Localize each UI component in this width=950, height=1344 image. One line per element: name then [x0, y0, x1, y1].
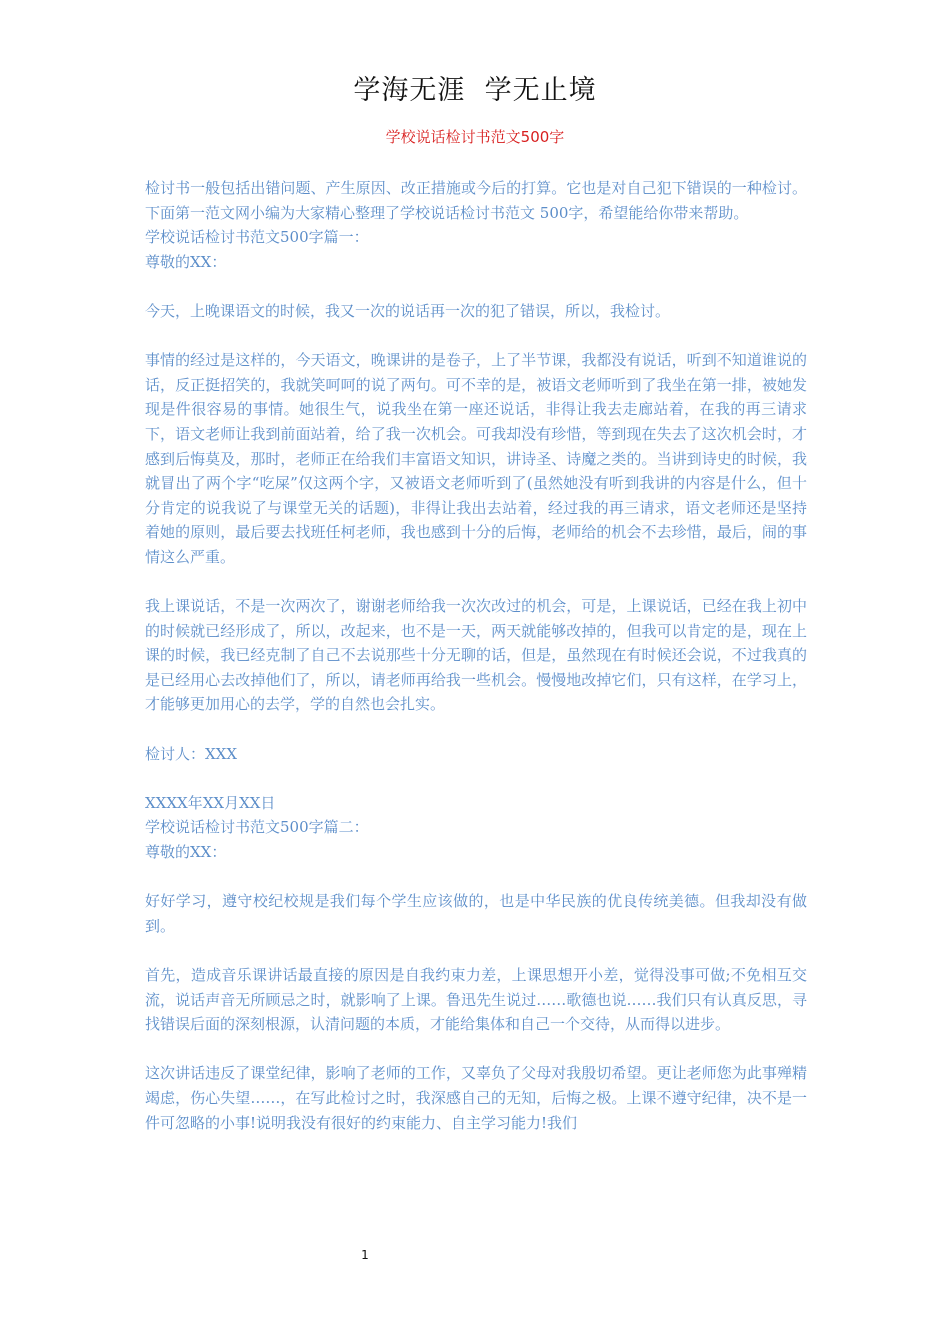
page-header-title: 学海无涯 学无止境 — [353, 75, 597, 106]
part2-paragraph-2: 首先，造成音乐课讲话最直接的原因是自我约束力差，上课思想开小差，觉得没事可做;不免相互交流，说话声音无所顾忌之时，就影响了上课。鲁迅先生说过……歌德也说……我们只有认真反思，寻找错误后面的深刻根源，认清问题的本质，才能给集体和自己一个交待，从而得以进步。 — [145, 966, 807, 1034]
spacer — [145, 1037, 807, 1062]
part2-salutation: 尊敬的XX： — [145, 843, 227, 862]
spacer — [145, 324, 807, 349]
spacer — [145, 938, 807, 963]
spacer — [145, 717, 807, 742]
part2-paragraph-3: 这次讲话违反了课堂纪律，影响了老师的工作，又辜负了父母对我殷切希望。更让老师您为此事殚精竭虑，伤心失望……，在写此检讨之时，我深感自己的无知，后悔之极。上课不遵守纪律，决不是一件可忽略的小事!说明我没有很好的约束能力、自主学习能力!我们 — [145, 1064, 807, 1132]
intro-paragraph: 检讨书一般包括出错问题、产生原因、改正措施或今后的打算。它也是对自己犯下错误的一种检讨。下面第一范文网小编为大家精心整理了学校说话检讨书范文 500字，希望能给你带来帮助。 — [145, 179, 807, 222]
page-number: 1 — [361, 1248, 369, 1262]
document-title: 学校说话检讨书范文500字 — [385, 128, 565, 146]
part1-date: XXXX年XX月XX日 — [145, 793, 276, 812]
part2-paragraph-1: 好好学习，遵守校纪校规是我们每个学生应该做的，也是中华民族的优良传统美德。但我却没有做到。 — [145, 892, 807, 935]
spacer — [145, 570, 807, 595]
part1-salutation: 尊敬的XX： — [145, 252, 227, 271]
spacer — [145, 865, 807, 890]
part1-paragraph-2: 事情的经过是这样的，今天语文，晚课讲的是卷子，上了半节课，我都没有说话，听到不知道谁说的话，反正挺招笑的，我就笑呵呵的说了两句。可不幸的是，被语文老师听到了我坐在第一排，被她发现是件很容易的事情。她很生气，说我坐在第一座还说话，非得让我去走廊站着，在我的再三请求下，语文老师让我到前面站着，给了我一次机会。可我却没有珍惜，等到现在失去了这次机会时，才感到后悔莫及，那时，老师正在给我们丰富语文知识，讲诗圣、诗魔之类的。当讲到诗史的时候，我就冒出了两个字“吃屎”仅这两个字，又被语文老师听到了(虽然她没有听到我讲的内容是什么，但十分肯定的说我说了与课堂无关的话题)，非得让我出去站着，经过我的再三请求，语文老师还是坚持着她的原则，最后要去找班任柯老师，我也感到十分的后悔，老师给的机会不去珍惜，最后，闹的事情这么严重。 — [145, 351, 807, 566]
spacer — [145, 766, 807, 791]
part1-heading: 学校说话检讨书范文500字篇一： — [145, 228, 369, 247]
part1-paragraph-1: 今天，上晚课语文的时候，我又一次的说话再一次的犯了错误，所以，我检讨。 — [145, 301, 671, 320]
part2-heading: 学校说话检讨书范文500字篇二： — [145, 818, 369, 837]
spacer — [145, 274, 807, 299]
part1-signer: 检讨人：XXX — [145, 744, 238, 763]
document-body — [145, 176, 807, 1135]
part1-paragraph-3: 我上课说话，不是一次两次了，谢谢老师给我一次次改过的机会，可是，上课说话，已经在我上初中的时候就已经形成了，所以，改起来，也不是一天，两天就能够改掉的，但我可以肯定的是，现在上课的时候，我已经克制了自己不去说那些十分无聊的话，但是，虽然现在有时候还会说，不过我真的是已经用心去改掉他们了，所以，请老师再给我一些机会。慢慢地改掉它们，只有这样，在学习上，才能够更加用心的去学，学的自然也会扎实。 — [145, 597, 807, 714]
